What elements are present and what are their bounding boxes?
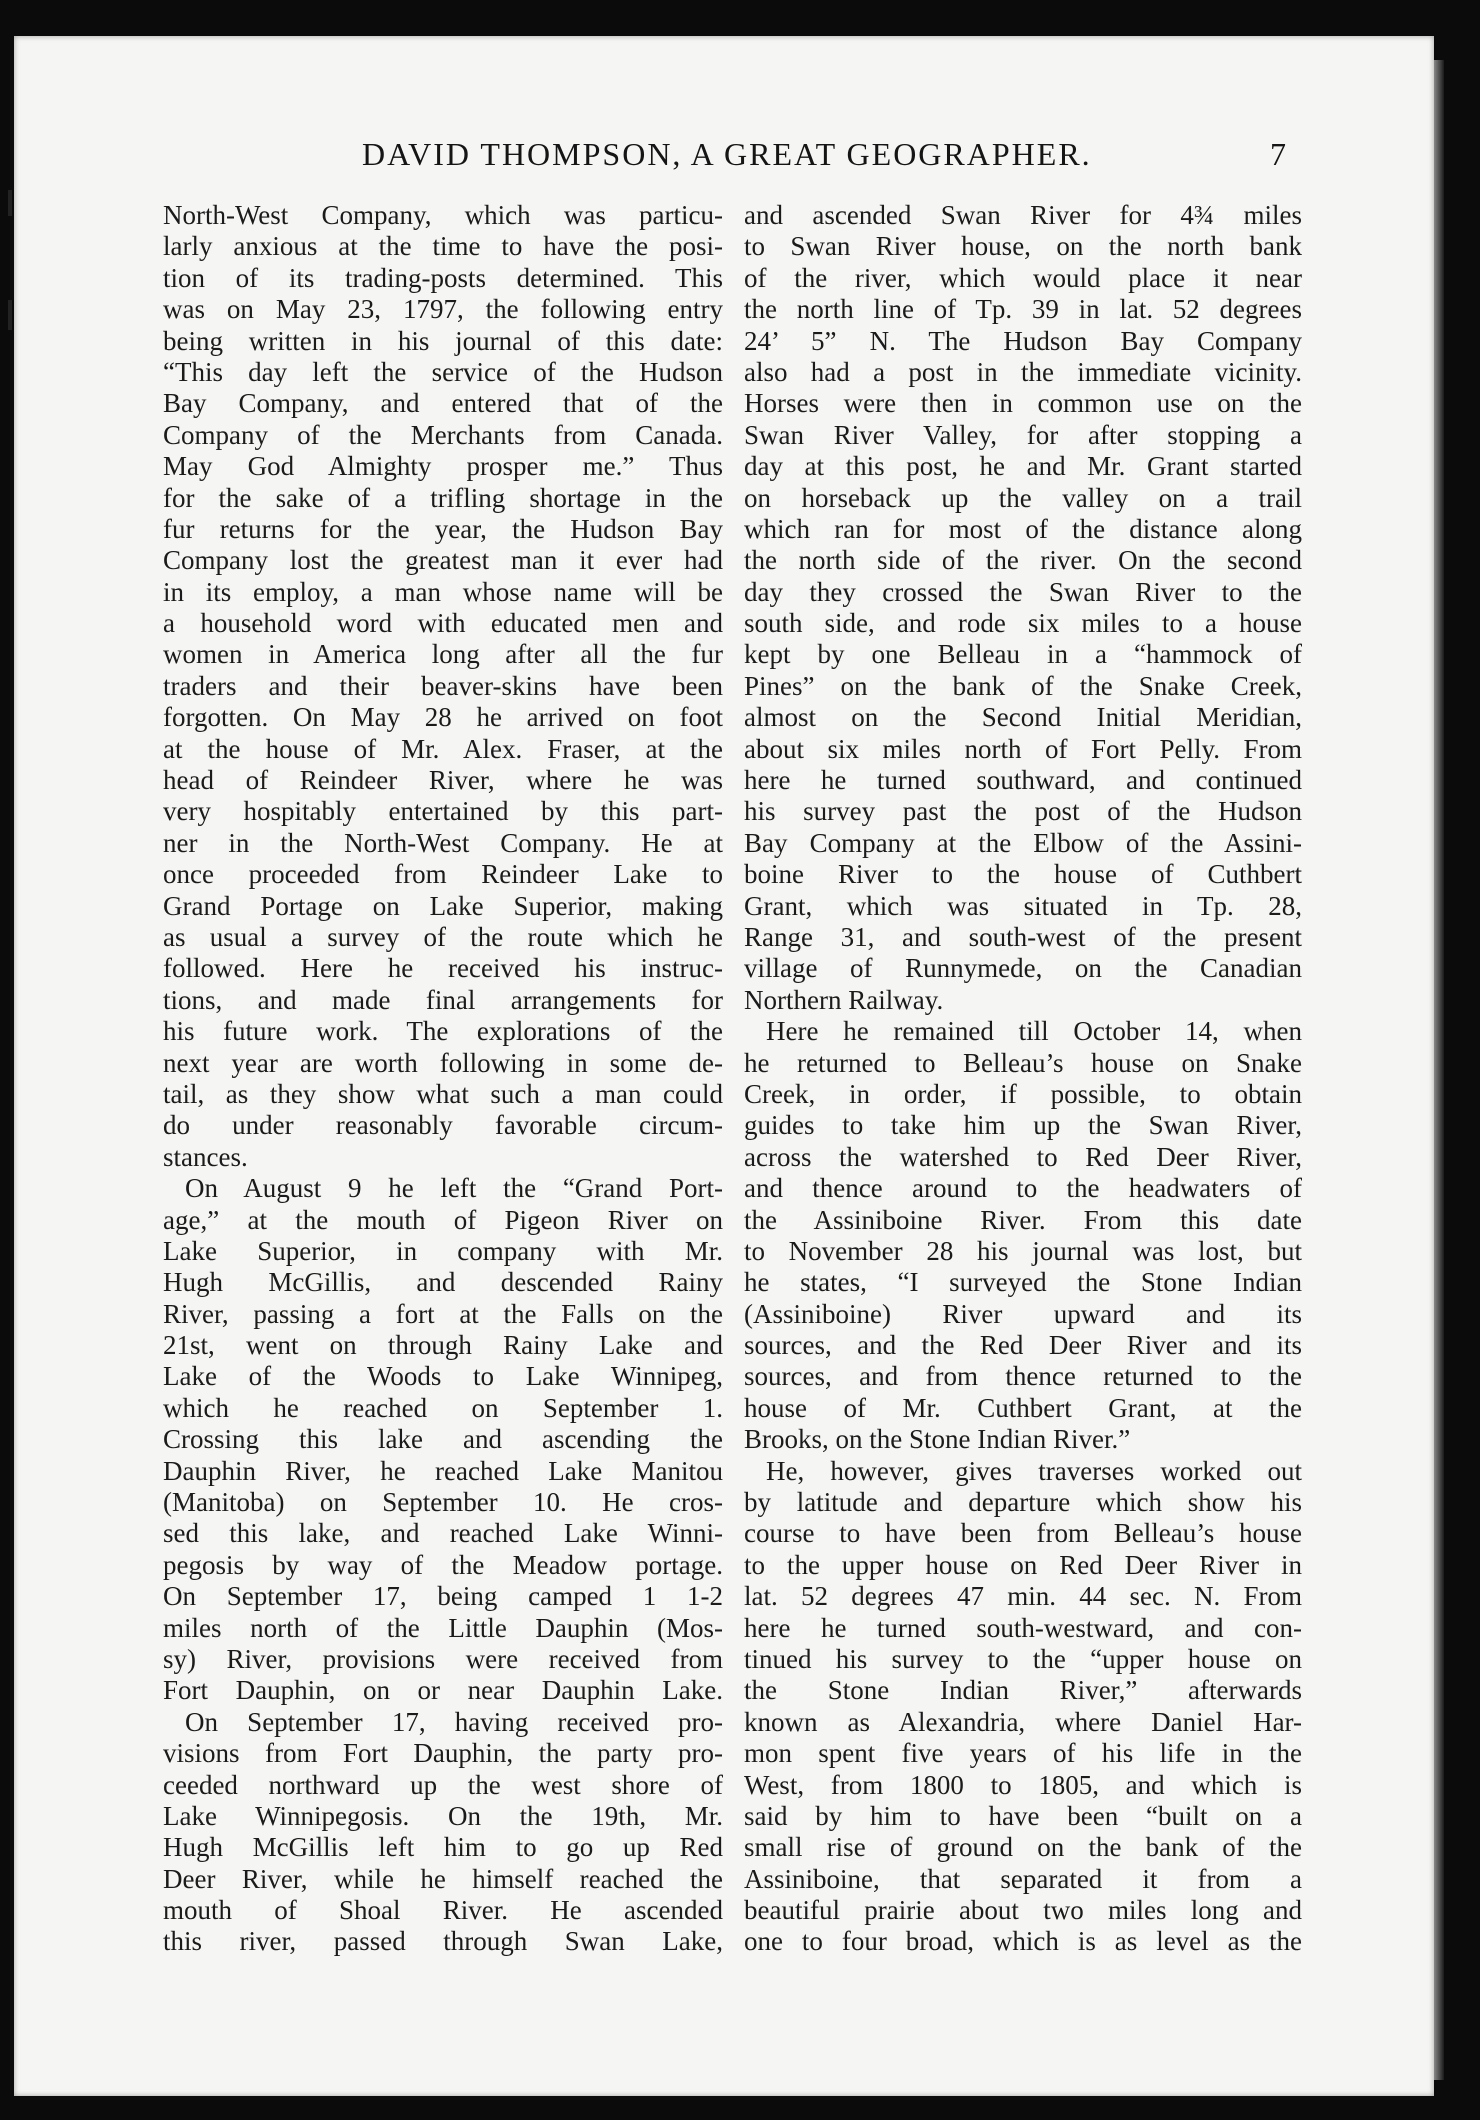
text-line: Here he remained till October 14, when — [766, 1016, 1302, 1047]
text-line: once proceeded from Reindeer Lake to — [163, 859, 723, 890]
text-line: the north side of the river. On the second — [744, 545, 1302, 576]
text-line: On September 17, being camped 1 1-2 — [163, 1581, 723, 1612]
text-line: 24’ 5” N. The Hudson Bay Company — [744, 325, 1302, 356]
text-line: in its employ, a man whose name will be — [163, 576, 723, 607]
text-line: Lake of the Woods to Lake Winnipeg, — [163, 1361, 723, 1392]
text-line: mouth of Shoal River. He ascended — [163, 1895, 723, 1926]
text-line: which he reached on September 1. — [163, 1392, 723, 1423]
text-line: age,” at the mouth of Pigeon River on — [163, 1204, 723, 1235]
text-line: was on May 23, 1797, the following entry — [163, 294, 723, 325]
text-line: kept by one Belleau in a “hammock of — [744, 639, 1302, 670]
text-line: On September 17, having received pro- — [185, 1706, 723, 1737]
text-line: small rise of ground on the bank of the — [744, 1832, 1302, 1863]
text-line: Grant, which was situated in Tp. 28, — [744, 890, 1302, 921]
text-line: Hugh McGillis, and descended Rainy — [163, 1267, 723, 1298]
text-line: Assiniboine, that separated it from a — [744, 1863, 1302, 1894]
text-line: sed this lake, and reached Lake Winni- — [163, 1518, 723, 1549]
text-line: he states, “I surveyed the Stone Indian — [744, 1267, 1302, 1298]
text-line: ceeded northward up the west shore of — [163, 1769, 723, 1800]
text-line: (Manitoba) on September 10. He cros- — [163, 1487, 723, 1518]
text-line: south side, and rode six miles to a house — [744, 608, 1302, 639]
text-line: larly anxious at the time to have the posi- — [163, 231, 723, 262]
text-line: fur returns for the year, the Hudson Bay — [163, 513, 723, 544]
text-line: mon spent five years of his life in the — [744, 1738, 1302, 1769]
text-line: tail, as they show what such a man could — [163, 1078, 723, 1109]
text-line: ner in the North-West Company. He at — [163, 827, 723, 858]
text-line: Pines” on the bank of the Snake Creek, — [744, 670, 1302, 701]
text-line: one to four broad, which is as level as the — [744, 1926, 1302, 1957]
text-line: River, passing a fort at the Falls on the — [163, 1298, 723, 1329]
text-line: Deer River, while he himself reached the — [163, 1863, 723, 1894]
text-line: visions from Fort Dauphin, the party pro- — [163, 1738, 723, 1769]
page-number: 7 — [1270, 136, 1288, 172]
text-line: on horseback up the valley on a trail — [744, 482, 1302, 513]
text-line: which ran for most of the distance along — [744, 513, 1302, 544]
text-line: this river, passed through Swan Lake, — [163, 1926, 723, 1957]
text-line: Northern Railway. — [744, 984, 944, 1015]
text-line: Brooks, on the Stone Indian River.” — [744, 1424, 1131, 1455]
text-line: “This day left the service of the Hudson — [163, 356, 723, 387]
text-line: boine River to the house of Cuthbert — [744, 859, 1302, 890]
margin-mark — [8, 190, 12, 216]
text-line: by latitude and departure which show his — [744, 1487, 1302, 1518]
text-line: his future work. The explorations of the — [163, 1016, 723, 1047]
text-line: Bay Company at the Elbow of the Assini- — [744, 827, 1302, 858]
text-line: Company lost the greatest man it ever had — [163, 545, 723, 576]
text-line: as usual a survey of the route which he — [163, 921, 723, 952]
text-line: Horses were then in common use on the — [744, 388, 1302, 419]
text-line: the north line of Tp. 39 in lat. 52 degrees — [744, 294, 1302, 325]
text-line: do under reasonably favorable circum- — [163, 1110, 723, 1141]
text-line: he returned to Belleau’s house on Snake — [744, 1047, 1302, 1078]
text-line: to the upper house on Red Deer River in — [744, 1549, 1302, 1580]
text-line: the Stone Indian River,” afterwards — [744, 1675, 1302, 1706]
text-line: almost on the Second Initial Meridian, — [744, 702, 1302, 733]
text-line: and thence around to the headwaters of — [744, 1173, 1302, 1204]
text-line: being written in his journal of this date: — [163, 325, 723, 356]
text-line: Fort Dauphin, on or near Dauphin Lake. — [163, 1675, 723, 1706]
text-line: Grand Portage on Lake Superior, making — [163, 890, 723, 921]
text-line: Bay Company, and entered that of the — [163, 388, 723, 419]
text-line: to Swan River house, on the north bank — [744, 231, 1302, 262]
text-line: On August 9 he left the “Grand Port- — [185, 1173, 723, 1204]
text-line: village of Runnymede, on the Canadian — [744, 953, 1302, 984]
text-line: Crossing this lake and ascending the — [163, 1424, 723, 1455]
text-line: Hugh McGillis left him to go up Red — [163, 1832, 723, 1863]
text-line: to November 28 his journal was lost, but — [744, 1235, 1302, 1266]
text-line: at the house of Mr. Alex. Fraser, at the — [163, 733, 723, 764]
text-line: the Assiniboine River. From this date — [744, 1204, 1302, 1235]
text-line: tinued his survey to the “upper house on — [744, 1643, 1302, 1674]
text-line: miles north of the Little Dauphin (Mos- — [163, 1612, 723, 1643]
text-column-left — [163, 200, 723, 1958]
text-line: Creek, in order, if possible, to obtain — [744, 1078, 1302, 1109]
text-line: Swan River Valley, for after stopping a — [744, 419, 1302, 450]
text-line: said by him to have been “built on a — [744, 1800, 1302, 1831]
text-column-right — [744, 200, 1302, 1958]
text-line: here he turned south-westward, and con- — [744, 1612, 1302, 1643]
text-line: head of Reindeer River, where he was — [163, 765, 723, 796]
text-line: traders and their beaver-skins have been — [163, 670, 723, 701]
text-line: sources, and from thence returned to the — [744, 1361, 1302, 1392]
text-line: May God Almighty prosper me.” Thus — [163, 451, 723, 482]
text-line: (Assiniboine) River upward and its — [744, 1298, 1302, 1329]
text-line: known as Alexandria, where Daniel Har- — [744, 1706, 1302, 1737]
margin-mark — [8, 300, 12, 330]
text-line: followed. Here he received his instruc- — [163, 953, 723, 984]
text-line: very hospitably entertained by this part- — [163, 796, 723, 827]
text-line: North-West Company, which was particu- — [163, 200, 723, 230]
text-line: Lake Superior, in company with Mr. — [163, 1235, 723, 1266]
text-line: beautiful prairie about two miles long and — [744, 1895, 1302, 1926]
page-edge-shadow — [1434, 60, 1444, 2080]
text-line: day they crossed the Swan River to the — [744, 576, 1302, 607]
text-line: tions, and made final arrangements for — [163, 984, 723, 1015]
text-line: house of Mr. Cuthbert Grant, at the — [744, 1392, 1302, 1423]
text-line: of the river, which would place it near — [744, 262, 1302, 293]
text-line: Company of the Merchants from Canada. — [163, 419, 723, 450]
text-line: West, from 1800 to 1805, and which is — [744, 1769, 1302, 1800]
text-line: tion of its trading-posts determined. This — [163, 262, 723, 293]
text-line: lat. 52 degrees 47 min. 44 sec. N. From — [744, 1581, 1302, 1612]
text-line: stances. — [163, 1141, 248, 1172]
text-line: here he turned southward, and continued — [744, 765, 1302, 796]
text-line: sy) River, provisions were received from — [163, 1643, 723, 1674]
text-line: course to have been from Belleau’s house — [744, 1518, 1302, 1549]
text-line: sources, and the Red Deer River and its — [744, 1330, 1302, 1361]
text-line: Range 31, and south-west of the present — [744, 921, 1302, 952]
text-line: about six miles north of Fort Pelly. From — [744, 733, 1302, 764]
text-line: across the watershed to Red Deer River, — [744, 1141, 1302, 1172]
text-line: 21st, went on through Rainy Lake and — [163, 1330, 723, 1361]
text-line: He, however, gives traverses worked out — [766, 1455, 1302, 1486]
text-line: also had a post in the immediate vicinity. — [744, 356, 1302, 387]
text-line: next year are worth following in some de- — [163, 1047, 723, 1078]
text-line: and ascended Swan River for 4¾ miles — [744, 200, 1302, 230]
text-line: guides to take him up the Swan River, — [744, 1110, 1302, 1141]
text-line: Dauphin River, he reached Lake Manitou — [163, 1455, 723, 1486]
text-line: women in America long after all the fur — [163, 639, 723, 670]
text-line: a household word with educated men and — [163, 608, 723, 639]
text-line: pegosis by way of the Meadow portage. — [163, 1549, 723, 1580]
text-line: day at this post, he and Mr. Grant started — [744, 451, 1302, 482]
text-line: for the sake of a trifling shortage in the — [163, 482, 723, 513]
text-line: his survey past the post of the Hudson — [744, 796, 1302, 827]
text-line: Lake Winnipegosis. On the 19th, Mr. — [163, 1800, 723, 1831]
running-title: DAVID THOMPSON, A GREAT GEOGRAPHER. — [362, 136, 1092, 172]
text-line: forgotten. On May 28 he arrived on foot — [163, 702, 723, 733]
